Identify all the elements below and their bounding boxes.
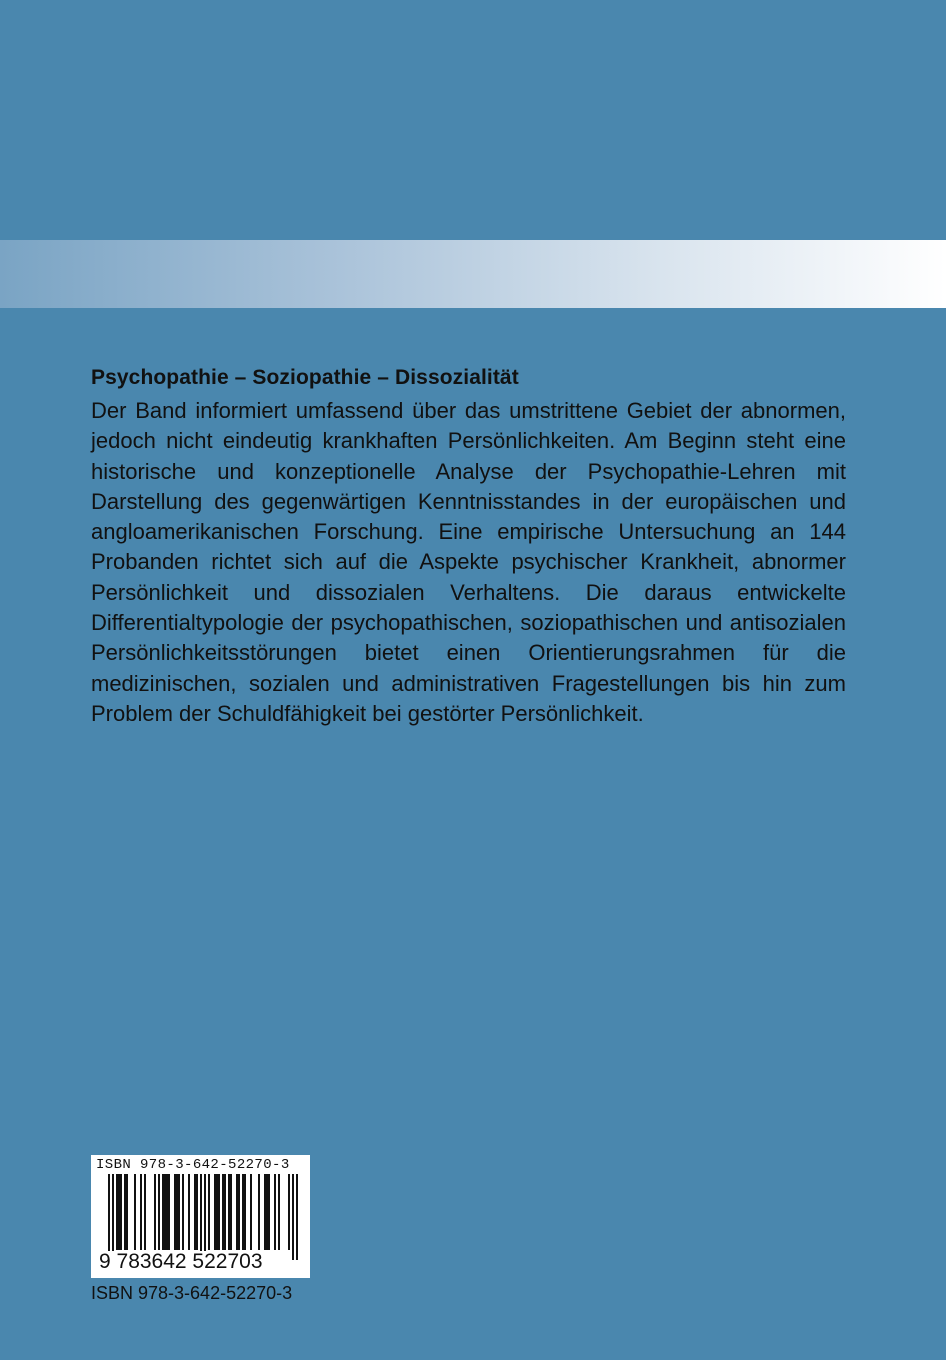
book-title: Psychopathie – Soziopathie – Dissozialität [91,366,519,389]
barcode-bar [154,1174,156,1250]
barcode-bar [292,1174,294,1260]
back-cover-text [91,366,846,729]
barcode-bar [144,1174,146,1250]
barcode-bar [218,1174,220,1250]
barcode-bar [264,1174,266,1250]
barcode-bar [278,1174,280,1250]
barcode-bar [216,1174,218,1250]
barcode-isbn-label: ISBN 978-3-642-52270-3 [96,1157,290,1173]
barcode-bar [174,1174,176,1250]
barcode-bar [176,1174,178,1250]
barcode-bar [208,1174,210,1250]
barcode-bar [230,1174,232,1250]
barcode-bar [162,1174,164,1250]
barcode-bar [124,1174,126,1250]
barcode-bar [120,1174,122,1250]
barcode-bar [178,1174,180,1250]
barcode-bar [116,1174,118,1250]
barcode-bar [200,1174,202,1260]
barcode-bar [274,1174,276,1250]
barcode-bar [166,1174,168,1250]
isbn-barcode [91,1155,310,1278]
barcode-bar [238,1174,240,1250]
barcode-bar [188,1174,190,1250]
barcode-bar [236,1174,238,1250]
barcode-bar [158,1174,160,1250]
isbn-text: ISBN 978-3-642-52270-3 [91,1283,293,1303]
barcode-bar [126,1174,128,1250]
barcode-digits: 9 783642 522703 [99,1250,263,1273]
barcode-bar [204,1174,206,1260]
gradient-band [0,240,946,308]
book-description: Der Band informiert umfassend über das umstrittene Gebiet der abnormen, jedoch nicht eindeutig krankhaften Persönlichkeiten. Am Beginn steht eine historische und konzeptionelle Analyse der Psychopathie-Lehren mit Darstellung des gegenwärtigen Kenntnisstandes in der europäischen und angloamerikanischen Forschung. Eine empirische Untersuchung an 144 Probanden richtet sich auf die Aspekte psychischer Krankheit, abnormer Persönlichkeit und dissozialen Verhaltens. Die daraus entwickelte Differentialtypologie der psychopathischen, soziopathischen und antisozialen Persönlichkeitsstörungen bietet einen Orientierungsrahmen für die medizinischen, sozialen und administrativen Fragestellungen bis hin zum Problem der Schuldfähigkeit bei gestörter Persönlichkeit. [91,398,846,726]
barcode-bar [196,1174,198,1250]
barcode-bar [242,1174,244,1250]
barcode-bar [194,1174,196,1250]
barcode-bar [244,1174,246,1250]
barcode-bar [140,1174,142,1250]
barcode-bar [112,1174,114,1260]
barcode-bar [168,1174,170,1250]
barcode-bar [118,1174,120,1250]
barcode-bar [266,1174,268,1250]
barcode-bar [258,1174,260,1250]
barcode-bars [96,1174,305,1260]
barcode-bar [182,1174,184,1250]
barcode-bar [214,1174,216,1250]
barcode-bar [164,1174,166,1250]
barcode-bar [268,1174,270,1250]
barcode-bar [222,1174,224,1250]
barcode-bar [134,1174,136,1250]
barcode-bar [288,1174,290,1250]
barcode-bar [296,1174,298,1260]
barcode-bar [250,1174,252,1250]
barcode-bar [108,1174,110,1260]
barcode-bar [228,1174,230,1250]
barcode-bar [224,1174,226,1250]
